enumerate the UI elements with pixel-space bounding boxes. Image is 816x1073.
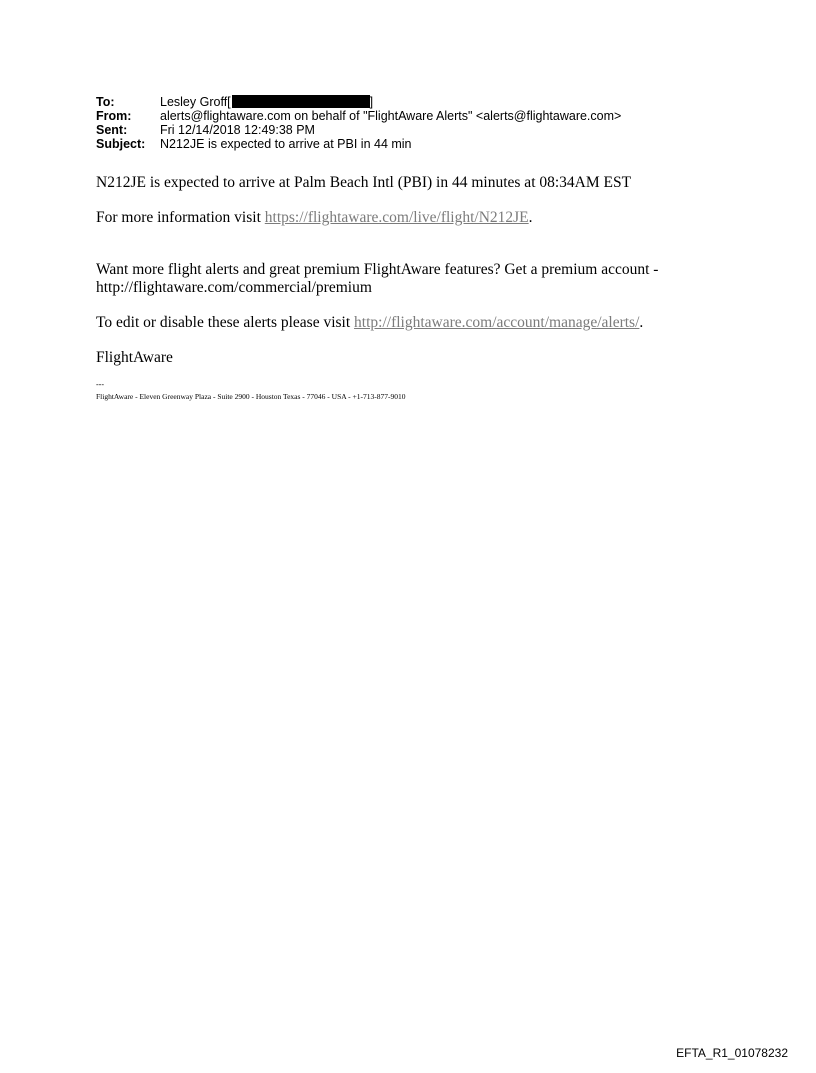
subject-label: Subject: <box>96 137 146 151</box>
premium-line-2: http://flightaware.com/commercial/premium <box>96 279 372 296</box>
from-value: alerts@flightaware.com on behalf of "FlightAware Alerts" <alerts@flightaware.com> <box>160 109 622 123</box>
header-sent-row <box>96 123 756 137</box>
footer-address: FlightAware - Eleven Greenway Plaza - Suite 2900 - Houston Texas - 77046 - USA - +1-713-877-9010 <box>96 392 406 401</box>
premium-paragraph <box>96 261 736 297</box>
header-subject-row <box>96 137 756 151</box>
to-label: To: <box>96 95 115 109</box>
footer-separator: --- <box>96 380 104 389</box>
signature: FlightAware <box>96 349 173 366</box>
edit-alerts-paragraph <box>96 314 736 332</box>
more-info-paragraph <box>96 209 736 227</box>
more-info-prefix: For more information visit <box>96 209 265 226</box>
redaction-block <box>232 95 370 108</box>
sent-label: Sent: <box>96 123 128 137</box>
header-from-row <box>96 109 756 123</box>
subject-value: N212JE is expected to arrive at PBI in 44 min <box>160 137 412 151</box>
sent-value: Fri 12/14/2018 12:49:38 PM <box>160 123 315 137</box>
premium-line-1: Want more flight alerts and great premium FlightAware features? Get a premium account - <box>96 261 659 278</box>
flight-link[interactable]: https://flightaware.com/live/flight/N212JE <box>264 209 529 226</box>
arrival-paragraph: N212JE is expected to arrive at Palm Beach Intl (PBI) in 44 minutes at 08:34AM EST <box>96 174 632 191</box>
header-to-row <box>96 95 756 109</box>
to-name: Lesley Groff[ <box>160 95 231 109</box>
email-headers <box>96 95 756 151</box>
to-bracket-close: ] <box>369 95 374 109</box>
edit-prefix: To edit or disable these alerts please visit <box>96 314 355 331</box>
manage-alerts-link[interactable]: http://flightaware.com/account/manage/alerts/ <box>354 314 640 331</box>
email-body <box>96 174 736 384</box>
more-info-suffix: . <box>528 209 533 226</box>
document-id: EFTA_R1_01078232 <box>676 1046 788 1060</box>
from-label: From: <box>96 109 132 123</box>
edit-suffix: . <box>639 314 644 331</box>
to-value <box>160 95 756 109</box>
